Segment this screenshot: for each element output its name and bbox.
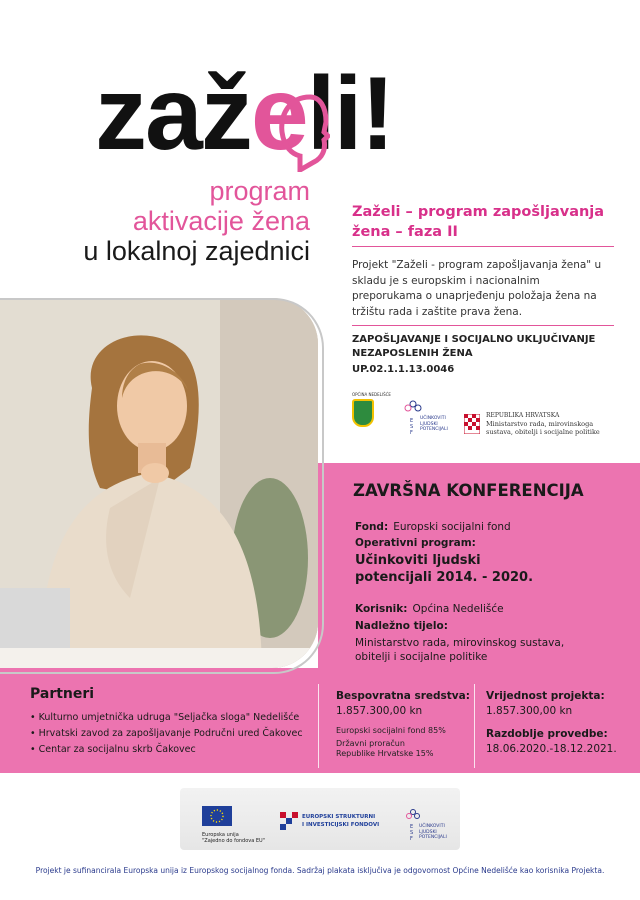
state-share-2: Republike Hrvatske 15% [336, 749, 434, 758]
partners-title: Partneri [30, 686, 95, 702]
vrijednost-label: Vrijednost projekta: [486, 690, 605, 702]
headline-line-1: program [209, 176, 310, 206]
razdoblje-label: Razdoblje provedbe: [486, 728, 608, 740]
eu-text-1: Europska unija [202, 832, 239, 838]
headline-line-2: aktivacije žena [132, 206, 310, 236]
eu-flag-icon [202, 806, 232, 826]
divider [474, 684, 475, 768]
partners-list [30, 710, 303, 758]
partner-1: Kulturno umjetnička udruga "Seljačka sloga" Nedelišće [38, 712, 300, 723]
coat-of-arms-icon [352, 399, 374, 427]
tijelo-label: Nadležno tijelo: [355, 620, 448, 632]
eu-text-2: "Zajedno do fondova EU" [202, 838, 266, 844]
list-item: • Hrvatski zavod za zapošljavanje Područni ured Čakovec [30, 728, 303, 739]
eu-logo [202, 806, 266, 844]
divider [352, 325, 614, 326]
korisnik-value: Općina Nedelišće [412, 603, 504, 615]
svg-text:E: E [410, 824, 414, 830]
svg-text:F: F [410, 430, 413, 436]
esif-text-1: EUROPSKI STRUKTURNI [302, 814, 376, 820]
esf-ulp-logo [402, 396, 462, 442]
state-share-1: Državni proračun [336, 739, 405, 748]
divider [318, 684, 319, 768]
logo-text-start: zaž [95, 56, 251, 172]
rh-ministry-logo [464, 412, 614, 442]
fond-label: Fond: [355, 521, 389, 533]
esf-share: Europski socijalni fond 85% [336, 726, 446, 735]
op-value: Učinkoviti ljudski potencijali 2014. - 2020. [355, 553, 534, 585]
divider [352, 246, 614, 247]
logo-text-e: e [250, 56, 307, 172]
bespovratna-label: Bespovratna sredstva: [336, 690, 470, 702]
rh-title: REPUBLIKA HRVATSKA [486, 412, 560, 419]
op-label: Operativni program: [355, 537, 476, 549]
footnote: Projekt je sufinancirala Europska unija iz Europskog socijalnog fonda. Sadržaj plakata isključiva je odgovornost Općine Nedelišće kao korisnika Projekta. [35, 866, 605, 875]
svg-text:E: E [410, 418, 414, 424]
esif-squares-icon [280, 812, 298, 830]
esf-logo-text: UČINKOVITI LJUDSKI POTENCIJALI [420, 416, 448, 432]
svg-text:S: S [410, 830, 414, 836]
project-code: UP.02.1.1.13.0046 [352, 364, 455, 375]
head-silhouette-icon [270, 92, 330, 172]
partner-3: Centar za socijalnu skrb Čakovec [38, 744, 196, 755]
conference-title: ZAVRŠNA KONFERENCIJA [353, 481, 584, 500]
partner-2: Hrvatski zavod za zapošljavanje Područni ured Čakovec [38, 728, 303, 739]
list-item: • Kulturno umjetnička udruga "Seljačka sloga" Nedelišće [30, 712, 300, 723]
fond-value: Europski socijalni fond [393, 521, 511, 533]
intro-text: Projekt "Zaželi - program zapošljavanja žena" u skladu je s europskim i nacionalnim preporukama o unaprjeđenju položaja žena na tržištu rada i zaštite prava žena. [352, 259, 602, 318]
razdoblje-value: 18.06.2020.-18.12.2021. [486, 743, 617, 755]
photo-frame [0, 298, 324, 674]
svg-text:F: F [410, 836, 413, 842]
ulp-text: UČINKOVITI LJUDSKI POTENCIJALI [419, 824, 447, 840]
priority-text: ZAPOŠLJAVANJE I SOCIJALNO UKLJUČIVANJE NEZAPOSLENIH ŽENA [352, 334, 596, 359]
opcina-label: OPĆINA NEDELIŠĆE [352, 392, 391, 397]
zazeli-logo [95, 56, 394, 172]
vrijednost-value: 1.857.300,00 kn [486, 705, 573, 717]
esif-text-2: I INVESTICIJSKI FONDOVI [302, 822, 380, 828]
tijelo-value: Ministarstvo rada, mirovinskog sustava, obitelji i socijalne politike [355, 637, 565, 663]
korisnik-row [355, 597, 625, 616]
program-subtitle: Zaželi – program zapošljavanja žena – faza II [352, 204, 605, 240]
list-item: • Centar za socijalnu skrb Čakovec [30, 744, 196, 755]
bespovratna-value: 1.857.300,00 kn [336, 705, 423, 717]
fond-row [355, 515, 625, 534]
rh-subtitle: Ministarstvo rada, mirovinskoga sustava, obitelji i socijalne politike [486, 420, 600, 436]
svg-text:S: S [410, 424, 414, 430]
ulp-logo [405, 806, 455, 846]
korisnik-label: Korisnik: [355, 603, 408, 615]
opcina-logo [352, 392, 402, 427]
logo-text-end: li! [306, 56, 394, 172]
croatian-checkerboard-icon [464, 414, 480, 434]
headline-line-3: u lokalnoj zajednici [83, 236, 310, 266]
